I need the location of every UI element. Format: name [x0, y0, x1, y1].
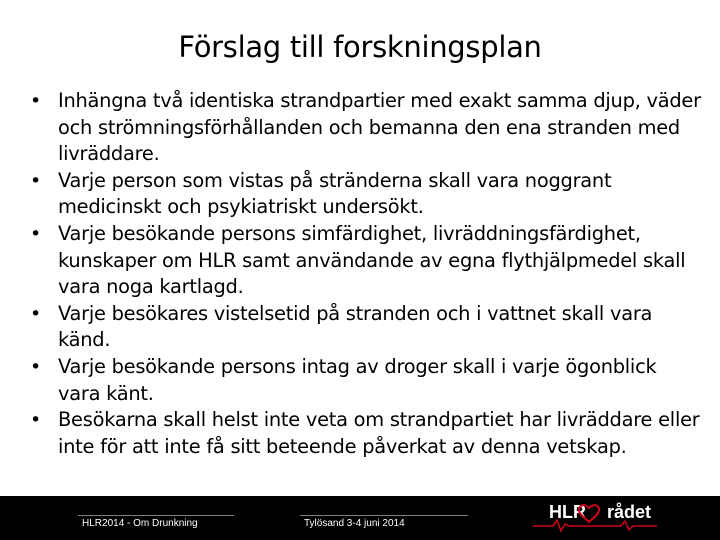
slide-title: Förslag till forskningsplan	[178, 30, 542, 64]
bullet-list	[30, 88, 702, 460]
footer-rule-center	[300, 515, 468, 516]
footer-bar	[0, 496, 720, 540]
bullet-item: • Varje person som vistas på stränderna skall vara noggrant medicinskt och psykiatriskt undersökt.	[30, 168, 702, 221]
footer-left-text: HLR2014 - Om Drunkning	[82, 518, 198, 529]
logo-text-hlr: HLR	[549, 502, 586, 522]
hlr-radet-logo	[533, 502, 657, 534]
bullet-item: • Varje besökares vistelsetid på stranden och i vattnet skall vara känd.	[30, 301, 702, 354]
bullet-item: • Varje besökande persons simfärdighet, livräddningsfärdighet, kunskaper om HLR samt användande av egna flythjälpmedel skall vara noga kartlagd.	[30, 221, 702, 301]
bullet-item: • Besökarna skall helst inte veta om strandpartiet har livräddare eller inte för att inte få sitt beteende påverkat av denna vetskap.	[30, 407, 702, 460]
footer-rule-left	[78, 515, 234, 516]
footer-center-text: Tylösand 3-4 juni 2014	[304, 518, 405, 529]
bullet-item: • Inhängna två identiska strandpartier med exakt samma djup, väder och strömningsförhållanden och bemanna den ena stranden med livräddare.	[30, 88, 702, 168]
bullet-item: • Varje besökande persons intag av droger skall i varje ögonblick vara känt.	[30, 354, 702, 407]
logo-text-radet: rådet	[607, 502, 652, 522]
